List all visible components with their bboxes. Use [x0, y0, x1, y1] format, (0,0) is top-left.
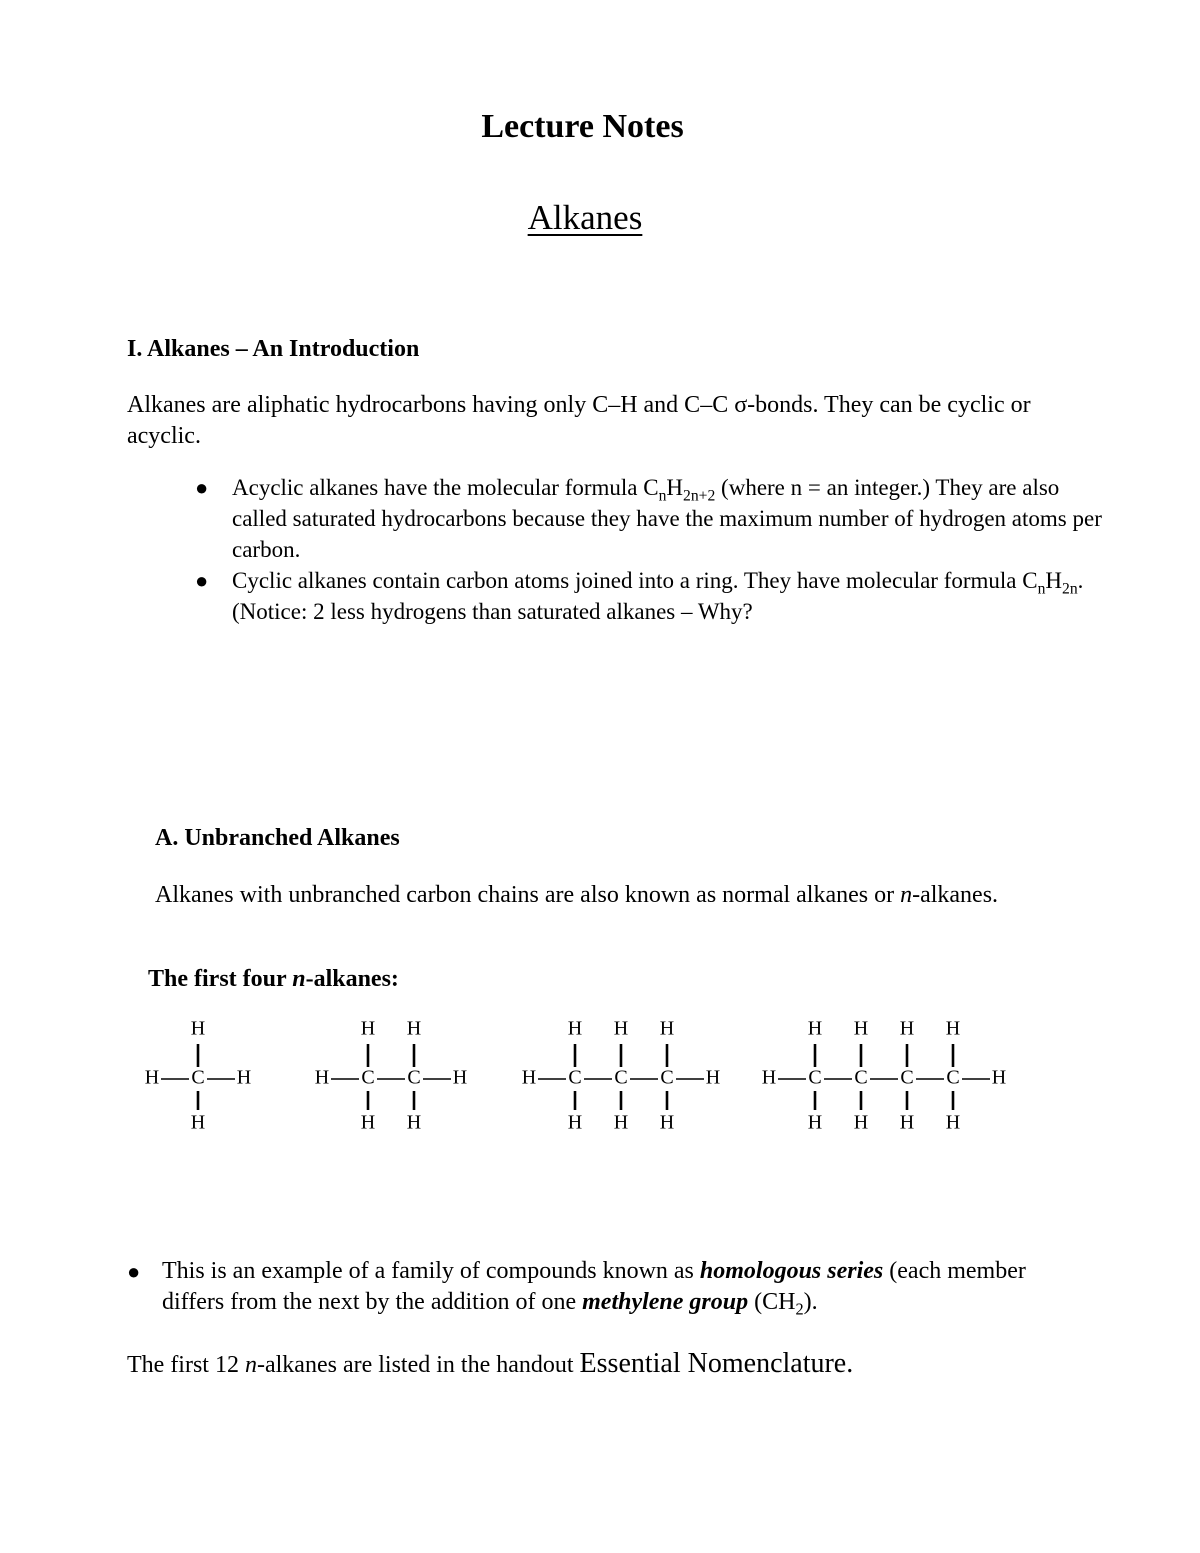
homologous-bullet: ● This is an example of a family of compounds known as homologous series (each member differs from the next by the addition of one methylene group $(CH_2)$. [127, 1258, 1026, 1319]
hydrogen-atom: H [360, 1111, 376, 1134]
hydrogen-atom: H [452, 1066, 468, 1089]
hydrogen-atom: H [190, 1111, 206, 1134]
hydrogen-atom: H [807, 1111, 823, 1134]
hydrogen-atom: H [991, 1066, 1007, 1089]
page-subtitle: Alkanes [527, 198, 643, 237]
bullet-cyclic: ● Cyclic alkanes contain carbon atoms joined into a ring. They have molecular formula $C_nH_{2n}$. (Notice: 2 less hydrogens than saturated alkanes – Why? [195, 565, 1105, 627]
carbon-atom: C [946, 1066, 960, 1089]
hydrogen-atom: H [406, 1017, 422, 1040]
hydrogen-atom: H [761, 1066, 777, 1089]
bullet-dot-icon: ● [127, 1259, 141, 1284]
hydrogen-atom: H [807, 1017, 823, 1040]
hydrogen-atom: H [236, 1066, 252, 1089]
hydrogen-atom: H [853, 1111, 869, 1134]
hydrogen-atom: H [567, 1111, 583, 1134]
carbon-atom: C [407, 1066, 421, 1089]
carbon-atom: C [854, 1066, 868, 1089]
carbon-atom: C [361, 1066, 375, 1089]
hydrogen-atom: H [899, 1017, 915, 1040]
carbon-atom: C [614, 1066, 628, 1089]
section-heading-unbranched: A. Unbranched Alkanes [155, 825, 400, 851]
handout-title: Essential Nomenclature. [579, 1348, 854, 1379]
hydrogen-atom: H [899, 1111, 915, 1134]
hydrogen-atom: H [360, 1017, 376, 1040]
hydrogen-atom: H [406, 1111, 422, 1134]
hydrogen-atom: H [190, 1017, 206, 1040]
carbon-atom: C [660, 1066, 674, 1089]
hydrogen-atom: H [945, 1111, 961, 1134]
term-methylene-group: methylene group [582, 1289, 749, 1315]
page-title: Lecture Notes [481, 108, 684, 145]
hydrogen-atom: H [567, 1017, 583, 1040]
section-heading-introduction: I. Alkanes – An Introduction [127, 336, 420, 362]
intro-paragraph: Alkanes are aliphatic hydrocarbons having only C–H and C–C σ-bonds. They can be cyclic or acyclic. [127, 392, 1031, 449]
hydrogen-atom: H [659, 1017, 675, 1040]
carbon-atom: C [191, 1066, 205, 1089]
carbon-atom: C [808, 1066, 822, 1089]
hydrogen-atom: H [705, 1066, 721, 1089]
first-four-label: The first four n-alkanes: [148, 966, 399, 992]
carbon-atom: C [568, 1066, 582, 1089]
hydrogen-atom: H [314, 1066, 330, 1089]
bullet-acyclic: ● Acyclic alkanes have the molecular formula $C_nH_{2n+2}$ (where n = an integer.) They are also called saturated hydrocarbons because they have the maximum number of hydrogen atoms per carbon. [195, 472, 1105, 565]
hydrogen-atom: H [945, 1017, 961, 1040]
term-homologous-series: homologous series [699, 1258, 884, 1284]
hydrogen-atom: H [659, 1111, 675, 1134]
unbranched-paragraph: Alkanes with unbranched carbon chains are also known as normal alkanes or n-alkanes. [155, 882, 999, 908]
hydrogen-atom: H [521, 1066, 537, 1089]
hydrogen-atom: H [853, 1017, 869, 1040]
hydrogen-atom: H [144, 1066, 160, 1089]
bullet-dot-icon: ● [195, 568, 209, 593]
bullet-dot-icon: ● [195, 475, 209, 500]
closing-line: The first 12 n-alkanes are listed in the handout Essential Nomenclature. [127, 1348, 854, 1379]
hydrogen-atom: H [613, 1111, 629, 1134]
hydrogen-atom: H [613, 1017, 629, 1040]
carbon-atom: C [900, 1066, 914, 1089]
